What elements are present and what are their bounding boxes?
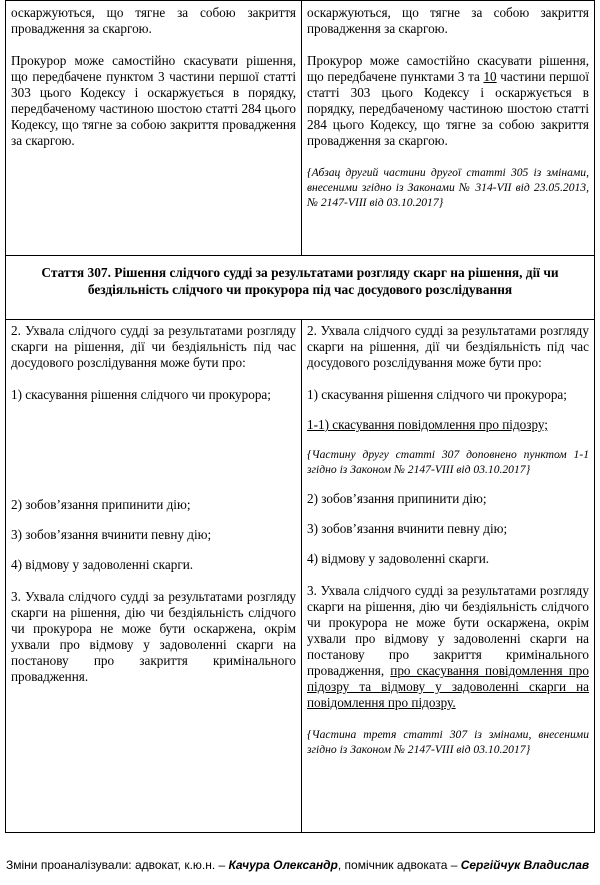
article-307-heading: Стаття 307. Рішення слідчого судді за результатами розгляду скарг на рішення, дії чи бездіяльність слідчого чи прокурора під час досудового розслідування bbox=[41, 265, 559, 297]
block2-left-cell bbox=[6, 323, 301, 685]
block1-right-p2-underlined: 10 bbox=[483, 69, 497, 84]
block2-left-p3: 3. Ухвала слідчого судді за результатами розгляду скарги на рішення, дію чи бездіяльність слідчого чи прокурора не може бути оскаржена, окрім ухвали про відмову у задоволенні скарги на постанову про закриття кримінального провадження. bbox=[11, 589, 296, 684]
footer-middle: , помічник адвоката – bbox=[337, 858, 461, 872]
block2-right-note1: {Частину другу статті 307 доповнено пунктом 1-1 згідно із Законом № 2147-VIII від 03.10.2017} bbox=[307, 448, 589, 476]
footer-name2: Сергійчук Владислав bbox=[460, 858, 590, 872]
block2-right-item2: 2) зобов’язання припинити дію; bbox=[307, 491, 487, 506]
footer-credits bbox=[6, 858, 589, 872]
block1-right-p2-b: частини першої статті 303 цього Кодексу і оскаржується в порядку, передбаченому частиною шостою статті 284 цього Кодексу, що тягне за собою закриття провадження за скаргою. bbox=[307, 69, 589, 148]
block1-right-p2-a: Прокурор може самостійно скасувати рішення, що передбачене пунктами 3 та bbox=[307, 53, 589, 84]
block1-right-note: {Абзац другий частини другої статті 305 із змінами, внесеними згідно із Законами № 314-VII від 23.05.2013, № 2147-VIII від 03.10.2017} bbox=[307, 166, 589, 209]
block2-left-item2: 2) зобов’язання припинити дію; bbox=[11, 497, 191, 512]
block2-right-item1-1: 1-1) скасування повідомлення про підозру; bbox=[307, 417, 548, 432]
block2-right-intro: 2. Ухвала слідчого судді за результатами розгляду скарги на рішення, дії чи бездіяльність під час досудового розслідування може бути про: bbox=[307, 323, 589, 370]
comparison-table bbox=[5, 0, 595, 833]
block2-left-item4: 4) відмову у задоволенні скарги. bbox=[11, 557, 194, 572]
block1-left-cell bbox=[6, 5, 301, 149]
block2-left-intro: 2. Ухвала слідчого судді за результатами розгляду скарги на рішення, дії чи бездіяльність під час досудового розслідування може бути про: bbox=[11, 323, 296, 370]
block1-right-p1: оскаржуються, що тягне за собою закриття провадження за скаргою. bbox=[307, 5, 589, 36]
block1-right-p2 bbox=[307, 53, 589, 149]
row-divider-2 bbox=[6, 319, 594, 320]
row-divider-1 bbox=[6, 255, 594, 256]
block2-right-item1: 1) скасування рішення слідчого чи прокурора; bbox=[307, 387, 567, 402]
block2-right-item4: 4) відмову у задоволенні скарги. bbox=[307, 551, 490, 566]
block2-right-note2: {Частина третя статті 307 із змінами, внесеними згідно із Законом № 2147-VIII від 03.10.2017} bbox=[307, 728, 589, 756]
block2-right-p3-underlined: про скасування повідомлення про підозру та відмову у задоволенні скарги на повідомлення про підозру. bbox=[307, 663, 589, 710]
block1-left-p2: Прокурор може самостійно скасувати рішення, що передбачене пунктом 3 частини першої статті 303 цього Кодексу і оскаржується в порядку, передбаченому частиною шостою статті 284 цього Кодексу, що тягне за собою закриття провадження за скаргою. bbox=[11, 53, 296, 148]
block1-right-cell bbox=[302, 5, 594, 210]
block2-left-item1: 1) скасування рішення слідчого чи прокурора; bbox=[11, 387, 271, 402]
block2-right-p3 bbox=[307, 583, 589, 711]
block2-right-cell bbox=[302, 323, 594, 757]
block2-right-p3-a: 3. Ухвала слідчого судді за результатами розгляду скарги на рішення, дію чи бездіяльність слідчого чи прокурора не може бути оскаржена, окрім ухвали про відмову у задоволенні скарги на постанову про закриття кримінального провадження, bbox=[307, 583, 589, 678]
block2-left-item3: 3) зобов’язання вчинити певну дію; bbox=[11, 527, 212, 542]
footer-name1: Качура Олександр bbox=[228, 858, 338, 872]
block2-right-item3: 3) зобов’язання вчинити певну дію; bbox=[307, 521, 508, 536]
footer-prefix: Зміни проаналізували: адвокат, к.ю.н. – bbox=[6, 858, 229, 872]
block1-left-p1: оскаржуються, що тягне за собою закриття провадження за скаргою. bbox=[11, 5, 296, 36]
